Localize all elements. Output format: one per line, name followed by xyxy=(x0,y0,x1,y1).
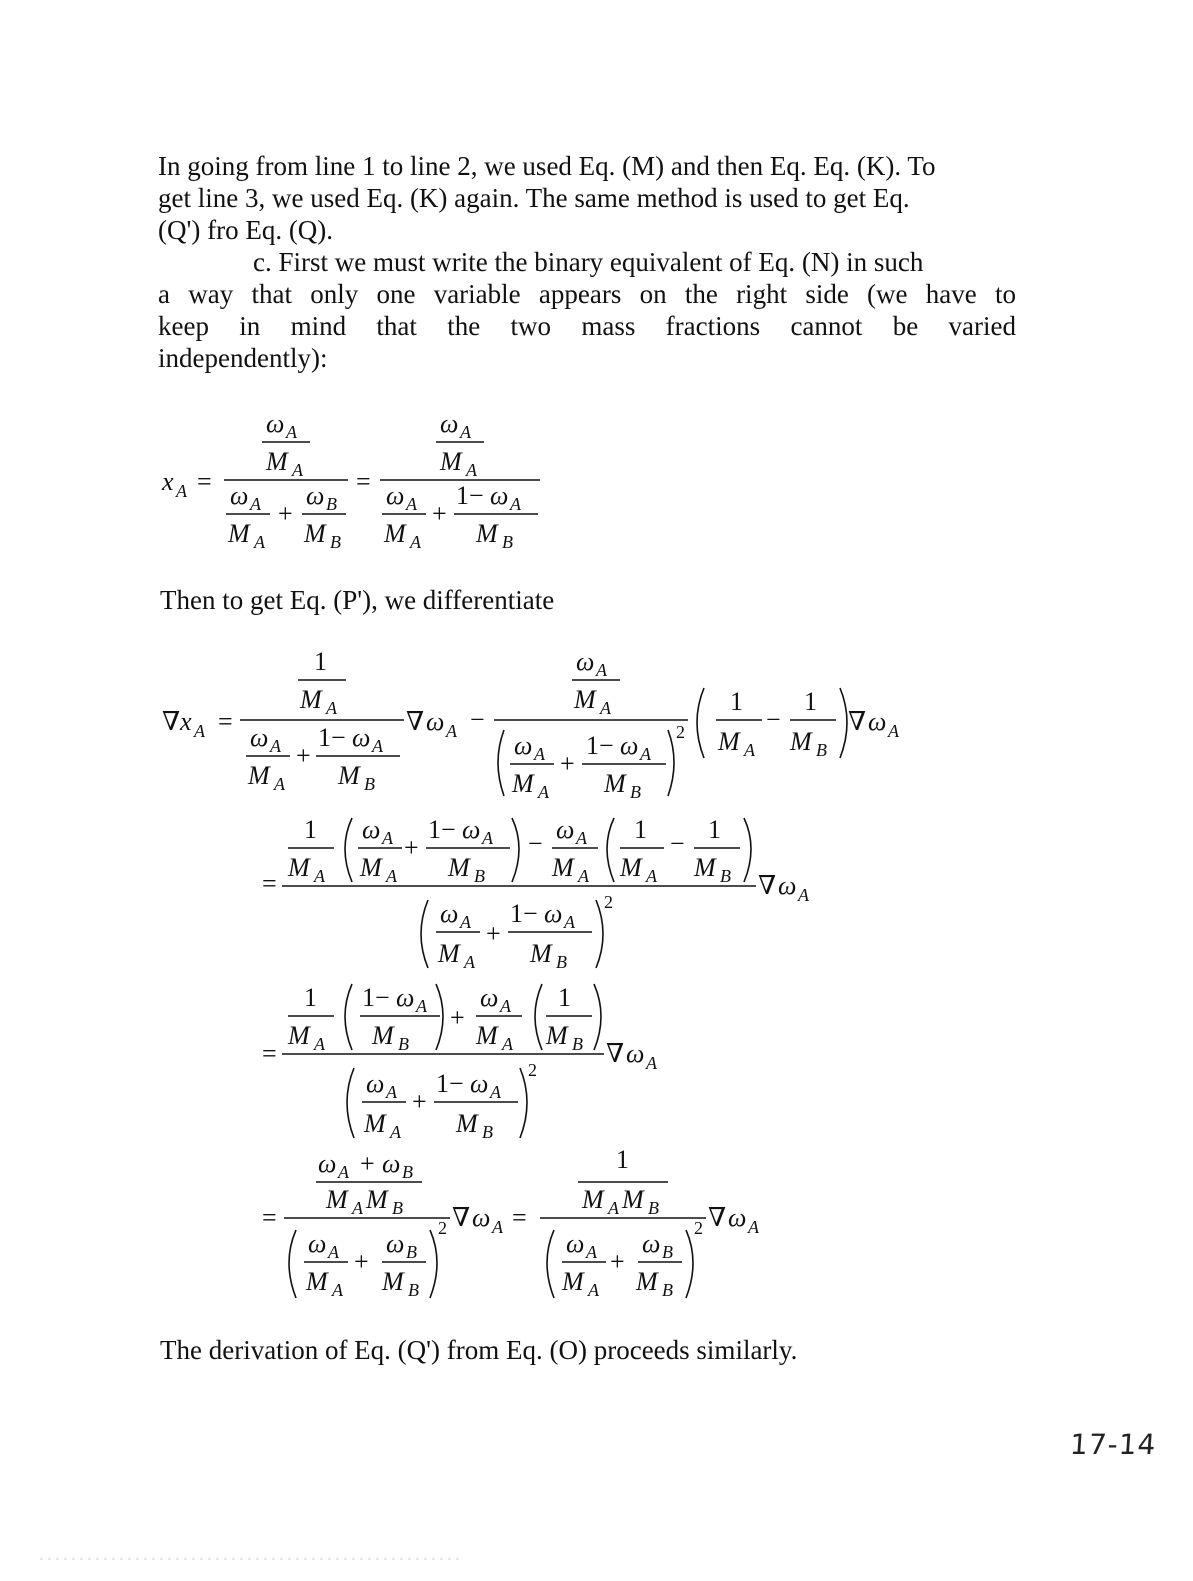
svg-text:A: A xyxy=(588,1280,599,1300)
svg-text:1: 1 xyxy=(730,687,743,716)
svg-text:M: M xyxy=(306,1267,328,1296)
svg-text:1: 1 xyxy=(804,687,817,716)
svg-text:x: x xyxy=(162,467,174,496)
svg-text:M: M xyxy=(694,853,716,882)
svg-text:M: M xyxy=(604,769,626,798)
svg-text:A: A xyxy=(464,952,475,972)
svg-text:A: A xyxy=(482,828,493,848)
svg-text:B: B xyxy=(364,774,375,794)
svg-text:A: A xyxy=(386,1082,397,1102)
svg-text:∇: ∇ xyxy=(452,1203,471,1232)
svg-text:B: B xyxy=(816,740,827,760)
svg-text:M: M xyxy=(228,519,250,548)
svg-text:A: A xyxy=(390,1122,401,1142)
caption-differentiate: Then to get Eq. (P'), we differentiate xyxy=(160,585,555,615)
svg-text:1−: 1− xyxy=(428,815,456,844)
svg-text:=: = xyxy=(262,869,277,898)
svg-text:M: M xyxy=(790,727,812,756)
svg-text:A: A xyxy=(596,660,607,680)
svg-text:M: M xyxy=(288,1021,310,1050)
svg-text:M: M xyxy=(582,1185,604,1214)
svg-text:A: A xyxy=(460,912,471,932)
svg-text:B: B xyxy=(556,952,567,972)
svg-text:B: B xyxy=(398,1034,409,1054)
svg-text:x: x xyxy=(180,707,192,736)
svg-text:M: M xyxy=(300,685,322,714)
svg-text:A: A xyxy=(416,996,427,1016)
svg-text:A: A xyxy=(274,774,285,794)
svg-text:1−: 1− xyxy=(318,723,346,752)
svg-text:A: A xyxy=(332,1280,343,1300)
svg-text:ω: ω xyxy=(426,707,445,736)
svg-text:ω: ω xyxy=(544,899,563,928)
svg-text:B: B xyxy=(662,1242,673,1262)
svg-text:A: A xyxy=(410,532,421,552)
scan-edge-artifact xyxy=(0,1556,1193,1562)
svg-text:M: M xyxy=(476,1021,498,1050)
svg-text:B: B xyxy=(402,1162,413,1182)
page-number: 17-14 xyxy=(1068,1428,1158,1461)
svg-text:B: B xyxy=(502,532,513,552)
svg-text:M: M xyxy=(438,939,460,968)
svg-text:ω: ω xyxy=(620,731,639,760)
svg-text:B: B xyxy=(330,532,341,552)
svg-text:M: M xyxy=(384,519,406,548)
svg-text:M: M xyxy=(326,1185,348,1214)
svg-text:A: A xyxy=(564,912,575,932)
svg-text:A: A xyxy=(640,744,651,764)
svg-text:M: M xyxy=(546,1021,568,1050)
svg-text:=: = xyxy=(262,1039,277,1068)
svg-text:A: A xyxy=(646,1053,657,1073)
svg-text:+: + xyxy=(354,1247,369,1276)
paragraph-2-line-1: c. First we must write the binary equivalent of Eq. (N) in such xyxy=(253,247,924,277)
svg-text:A: A xyxy=(286,422,297,442)
svg-text:A: A xyxy=(888,721,899,741)
svg-text:∇: ∇ xyxy=(406,707,425,736)
svg-text:ω: ω xyxy=(480,983,499,1012)
svg-text:∇: ∇ xyxy=(606,1039,625,1068)
svg-text:1: 1 xyxy=(304,815,317,844)
svg-text:A: A xyxy=(406,494,417,514)
svg-text:+: + xyxy=(560,749,575,778)
svg-text:ω: ω xyxy=(308,1229,327,1258)
svg-text:M: M xyxy=(288,853,310,882)
svg-text:M: M xyxy=(248,761,270,790)
svg-text:−: − xyxy=(766,705,781,734)
paragraph-1-line-2: get line 3, we used Eq. (K) again. The same method is used to get Eq. xyxy=(158,183,910,213)
svg-text:1: 1 xyxy=(634,815,647,844)
svg-text:M: M xyxy=(372,1021,394,1050)
svg-text:=: = xyxy=(218,707,233,736)
svg-text:A: A xyxy=(446,721,457,741)
svg-text:+: + xyxy=(610,1247,625,1276)
svg-text:+: + xyxy=(432,499,447,528)
svg-text:∇: ∇ xyxy=(162,707,181,736)
svg-text:ω: ω xyxy=(396,983,415,1012)
svg-text:A: A xyxy=(748,1217,759,1237)
svg-text:ω: ω xyxy=(382,1149,401,1178)
svg-text:A: A xyxy=(382,828,393,848)
svg-text:A: A xyxy=(326,698,337,718)
svg-text:1−: 1− xyxy=(586,731,614,760)
svg-text:M: M xyxy=(360,853,382,882)
svg-text:ω: ω xyxy=(318,1149,337,1178)
svg-text:M: M xyxy=(382,1267,404,1296)
svg-text:M: M xyxy=(304,519,326,548)
svg-text:+: + xyxy=(296,741,311,770)
svg-text:1−: 1− xyxy=(510,899,538,928)
svg-text:ω: ω xyxy=(728,1203,747,1232)
svg-text:ω: ω xyxy=(778,871,797,900)
svg-text:ω: ω xyxy=(626,1039,645,1068)
svg-text:−: − xyxy=(470,705,485,734)
svg-text:ω: ω xyxy=(306,481,325,510)
svg-text:1−: 1− xyxy=(436,1069,464,1098)
svg-text:B: B xyxy=(662,1280,673,1300)
svg-text:ω: ω xyxy=(352,723,371,752)
svg-text:M: M xyxy=(574,685,596,714)
svg-text:B: B xyxy=(406,1242,417,1262)
svg-text:A: A xyxy=(578,866,589,886)
svg-text:A: A xyxy=(328,1242,339,1262)
svg-text:2: 2 xyxy=(438,1218,447,1238)
svg-text:A: A xyxy=(490,1082,501,1102)
svg-text:B: B xyxy=(648,1198,659,1218)
svg-text:ω: ω xyxy=(386,1229,405,1258)
svg-text:ω: ω xyxy=(490,481,509,510)
paragraph-1-line-3: (Q') fro Eq. (Q). xyxy=(158,215,334,245)
svg-text:ω: ω xyxy=(472,1203,491,1232)
svg-text:+: + xyxy=(278,499,293,528)
svg-text:−: − xyxy=(670,829,685,858)
svg-text:M: M xyxy=(364,1109,386,1138)
svg-text:1: 1 xyxy=(314,647,327,676)
svg-text:M: M xyxy=(338,761,360,790)
svg-text:A: A xyxy=(492,1217,503,1237)
svg-text:A: A xyxy=(292,460,303,480)
svg-text:A: A xyxy=(352,1198,363,1218)
svg-text:A: A xyxy=(744,740,755,760)
svg-text:A: A xyxy=(534,744,545,764)
svg-text:A: A xyxy=(500,996,511,1016)
svg-text:ω: ω xyxy=(230,481,249,510)
svg-text:∇: ∇ xyxy=(708,1203,727,1232)
svg-text:A: A xyxy=(314,866,325,886)
svg-text:A: A xyxy=(466,460,477,480)
svg-text:−: − xyxy=(528,829,543,858)
svg-text:ω: ω xyxy=(362,815,381,844)
svg-text:2: 2 xyxy=(676,722,685,742)
svg-text:B: B xyxy=(408,1280,419,1300)
svg-text:M: M xyxy=(440,447,462,476)
svg-text:ω: ω xyxy=(462,815,481,844)
svg-text:ω: ω xyxy=(514,731,533,760)
svg-text:A: A xyxy=(502,1034,513,1054)
caption-derivation: The derivation of Eq. (Q') from Eq. (O) proceeds similarly. xyxy=(160,1335,798,1365)
svg-text:ω: ω xyxy=(566,1229,585,1258)
svg-text:M: M xyxy=(456,1109,478,1138)
svg-text:M: M xyxy=(530,939,552,968)
svg-text:ω: ω xyxy=(250,723,269,752)
svg-text:2: 2 xyxy=(694,1218,703,1238)
svg-text:ω: ω xyxy=(576,647,595,676)
svg-text:ω: ω xyxy=(386,481,405,510)
svg-text:ω: ω xyxy=(266,409,285,438)
svg-text:M: M xyxy=(562,1267,584,1296)
svg-text:A: A xyxy=(254,532,265,552)
svg-text:ω: ω xyxy=(556,815,575,844)
svg-text:=: = xyxy=(262,1203,277,1232)
svg-text:A: A xyxy=(338,1162,349,1182)
svg-text:A: A xyxy=(608,1198,619,1218)
svg-text:M: M xyxy=(636,1267,658,1296)
svg-text:1: 1 xyxy=(616,1145,629,1174)
svg-text:B: B xyxy=(326,494,337,514)
svg-text:A: A xyxy=(372,736,383,756)
svg-text:2: 2 xyxy=(604,892,613,912)
svg-text:1: 1 xyxy=(708,815,721,844)
svg-text:1−: 1− xyxy=(362,983,390,1012)
svg-text:M: M xyxy=(266,447,288,476)
svg-text:+: + xyxy=(450,1003,465,1032)
svg-text:ω: ω xyxy=(440,409,459,438)
svg-text:A: A xyxy=(538,782,549,802)
svg-text:1: 1 xyxy=(304,983,317,1012)
paragraph-2-line-2: a way that only one variable appears on the right side (we have to xyxy=(158,279,1016,309)
paragraph-2-line-3: keep in mind that the two mass fractions cannot be varied xyxy=(158,311,1016,341)
svg-text:+: + xyxy=(360,1149,375,1178)
svg-text:ω: ω xyxy=(366,1069,385,1098)
svg-text:A: A xyxy=(194,721,205,741)
svg-text:M: M xyxy=(620,853,642,882)
svg-text:A: A xyxy=(600,698,611,718)
svg-text:B: B xyxy=(572,1034,583,1054)
svg-text:+: + xyxy=(486,919,501,948)
svg-text:M: M xyxy=(622,1185,644,1214)
svg-text:2: 2 xyxy=(528,1060,537,1080)
svg-text:A: A xyxy=(576,828,587,848)
svg-text:A: A xyxy=(586,1242,597,1262)
svg-text:=: = xyxy=(197,467,212,496)
svg-text:M: M xyxy=(718,727,740,756)
svg-text:A: A xyxy=(250,494,261,514)
svg-text:B: B xyxy=(482,1122,493,1142)
svg-text:1: 1 xyxy=(558,983,571,1012)
svg-text:A: A xyxy=(314,1034,325,1054)
svg-text:=: = xyxy=(356,467,371,496)
svg-text:ω: ω xyxy=(440,899,459,928)
svg-text:M: M xyxy=(448,853,470,882)
svg-text:B: B xyxy=(630,782,641,802)
svg-text:A: A xyxy=(270,736,281,756)
svg-text:ω: ω xyxy=(642,1229,661,1258)
svg-text:1−: 1− xyxy=(456,481,484,510)
svg-text:ω: ω xyxy=(470,1069,489,1098)
svg-text:M: M xyxy=(512,769,534,798)
svg-text:B: B xyxy=(392,1198,403,1218)
paragraph-2-line-4: independently): xyxy=(158,343,328,373)
svg-text:B: B xyxy=(720,866,731,886)
svg-text:A: A xyxy=(798,885,809,905)
svg-text:∇: ∇ xyxy=(848,707,867,736)
svg-text:A: A xyxy=(176,481,187,501)
svg-text:+: + xyxy=(404,833,419,862)
svg-text:A: A xyxy=(510,494,521,514)
paragraph-1-line-1: In going from line 1 to line 2, we used Eq. (M) and then Eq. Eq. (K). To xyxy=(158,151,936,181)
svg-text:A: A xyxy=(460,422,471,442)
svg-text:B: B xyxy=(474,866,485,886)
svg-text:∇: ∇ xyxy=(758,871,777,900)
svg-text:=: = xyxy=(512,1203,527,1232)
svg-text:M: M xyxy=(366,1185,388,1214)
svg-text:+: + xyxy=(412,1087,427,1116)
svg-text:M: M xyxy=(476,519,498,548)
svg-text:A: A xyxy=(386,866,397,886)
svg-text:A: A xyxy=(646,866,657,886)
svg-text:M: M xyxy=(552,853,574,882)
svg-text:ω: ω xyxy=(868,707,887,736)
